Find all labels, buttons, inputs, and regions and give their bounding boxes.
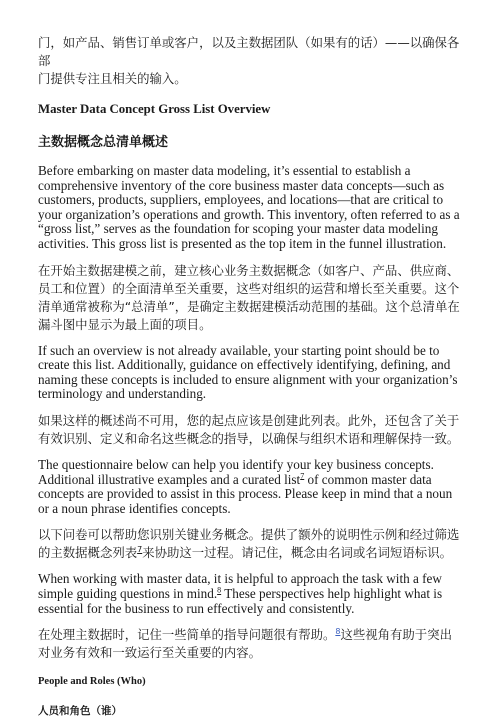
subsection-heading-en: People and Roles (Who) <box>38 676 146 688</box>
footnote-link-7[interactable]: 7 <box>300 471 305 481</box>
paragraph-4-en-text-a: When working with master data, it is helpful to approach the task with a few simple guiding questions in mind. <box>38 571 442 601</box>
intro-line-1: 门，如产品、销售订单或客户，以及主数据团队（如果有的话）——以确保各部 <box>38 35 460 68</box>
paragraph-2-en: If such an overview is not already available, your starting point should be to create this list. Additionally, guidance on effectively identifying, defining, and naming these concepts is included to ensure alignment with your organization’s terminology and understanding. <box>38 342 458 402</box>
paragraph-4-cn-text-a: 在处理主数据时，记住一些简单的指导问题很有帮助。 <box>38 627 336 643</box>
paragraph-3-en-text-b: of common master data concepts are provided to assist in this process. Please keep in mind that a noun or a noun phrase identifies concepts. <box>38 471 453 516</box>
section-heading-en: Master Data Concept Gross List Overview <box>38 102 271 116</box>
paragraph-4-en <box>38 572 462 616</box>
intro-line-2: 门提供专注且相关的输入。 <box>38 71 187 86</box>
footnote-link-7-cn[interactable]: 7 <box>137 545 143 555</box>
paragraph-1-en: Before embarking on master data modeling, it’s essential to establish a comprehensive inventory of the core business master data concepts—such as customers, products, suppliers, employees, and locations—that are critical to your organization’s operations and growth. This inventory, often referred to as a “gross list,” serves as the foundation for scoping your master data modeling activities. This gross list is presented as the top item in the funnel illustration. <box>38 163 460 251</box>
footnote-link-8[interactable]: 8 <box>217 585 222 595</box>
paragraph-4-cn-text-b: 这些视角有助于突出对业务有效和一致运行至关重要的内容。 <box>38 627 452 661</box>
subsection-heading-cn: 人员和角色（谁） <box>38 705 122 718</box>
paragraph-3-en-text-a: The questionnaire below can help you identify your key business concepts. Additional illustrative examples and a curated list <box>38 456 434 487</box>
paragraph-4-cn <box>38 626 462 662</box>
section-heading-cn: 主数据概念总清单概述 <box>38 135 169 150</box>
paragraph-3-en <box>38 458 462 516</box>
footnote-link-8-cn[interactable]: 8 <box>335 626 341 636</box>
paragraph-1-cn: 在开始主数据建模之前，建立核心业务主数据概念（如客户、产品、供应商、员工和位置）的全面清单至关重要，这些对组织的运营和增长至关重要。这个清单通常被称为“总清单”，是确定主数据建模活动范围的基础。这个总清单在漏斗图中显示为最上面的项目。 <box>38 262 460 332</box>
paragraph-3-cn-text-b: 来协助这一过程。请记住，概念由名词或名词短语标识。 <box>142 545 452 561</box>
paragraph-3-cn-text-a: 以下问卷可以帮助您识别关键业务概念。提供了额外的说明性示例和经过筛选的主数据概念列表 <box>38 527 460 561</box>
intro-paragraph-cn <box>38 34 462 88</box>
paragraph-2-cn: 如果这样的概述尚不可用，您的起点应该是创建此列表。此外，还包含了关于有效识别、定义和命名这些概念的指导，以确保与组织术语和理解保持一致。 <box>38 412 460 446</box>
paragraph-3-cn <box>38 526 462 562</box>
paragraph-4-en-text-b: These perspectives help highlight what is essential for the business to run effectively and consistently. <box>38 585 443 616</box>
